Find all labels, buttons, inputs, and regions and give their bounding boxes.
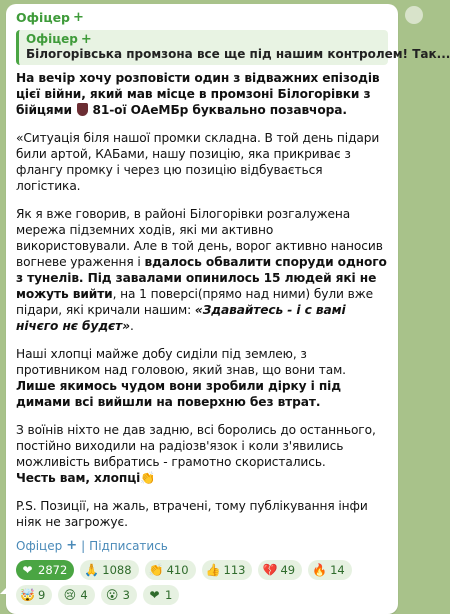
sender-header[interactable] [16,10,388,26]
reaction-surprised[interactable] [101,585,137,605]
reaction-count: 14 [330,563,345,577]
intro-paragraph [16,70,388,118]
reaction-fire[interactable] [308,560,352,580]
heart-icon: ❤ [149,588,160,602]
paragraph-1: «Ситуація біля нашої промки складна. В той день підари били артой, КАБами, нашу позицію, яка прикриває з флангу промку і через цю позицію відбувається логістика. [16,131,380,193]
reaction-count: 2872 [38,563,68,577]
reaction-heart[interactable] [16,560,74,580]
reaction-count: 9 [38,588,46,602]
intro-text-1: На вечір хочу розповісти один з відважних епізодів цієї війни, який мав місце в промзоні Білогорівки з бійцями [16,71,380,117]
p4-text-a: З воїнів ніхто не дав задню, всі боролись до останнього, постійно виходили на радіозв'язок і коли з'явились можливість вибратись - грамотно скористались. [16,423,376,469]
reaction-count: 1088 [102,563,132,577]
sender-name[interactable]: Офіцер [16,10,71,25]
footer-plus-icon: + [66,538,78,553]
p4-text-b: Честь вам, хлопці [16,471,141,485]
scroll-button[interactable] [405,6,423,24]
reaction-cry[interactable] [58,585,94,605]
paragraph-2 [16,206,388,334]
praying-hands-icon: 🙏 [84,563,100,577]
surprised-face-icon: 😮 [105,588,119,602]
paragraph-3 [16,346,388,410]
intro-text-2: 81-ої ОАеМБр буквально позавчора. [92,103,347,117]
reaction-thumbs-up[interactable] [202,560,253,580]
reaction-pray[interactable] [80,560,138,580]
reaction-clap[interactable] [145,560,196,580]
p2-text-b: вдалось обвалити споруди одного з тунелів. Під завалами опинилось 15 людей які не можуть вийти [16,255,387,301]
clapping-hands-icon: 👏 [140,471,156,485]
reply-preview[interactable] [16,30,450,65]
brigade-crest-icon [77,103,88,116]
reaction-count: 113 [223,563,246,577]
footer-separator: | [81,539,86,553]
p2-text-e: . [129,319,134,333]
reaction-heart-2[interactable] [143,585,179,605]
reaction-count: 3 [122,588,130,602]
paragraph-4 [16,422,388,486]
reaction-count: 49 [280,563,296,577]
reaction-broken-heart[interactable] [258,560,302,580]
reply-author: Офіцер [26,32,78,46]
reply-author-row [26,32,382,47]
message-text [16,70,388,530]
p3-text-a: Наші хлопці майже добу сиділи під землею, з противником над головою, який знав, що вони там. [16,347,346,377]
heart-icon: ❤ [22,563,33,577]
reaction-count: 410 [166,563,189,577]
reaction-mind-blown[interactable] [16,585,52,605]
p2-text-c: , на 1 поверсі(прямо над ними) були вже підари, які кричали нашим: [16,287,374,317]
paragraph-5: P.S. Позиції, на жаль, втрачені, тому публікування інфи ніяк не загрожує. [16,499,368,529]
bubble-tail [0,582,12,594]
mind-blown-icon: 🤯 [20,588,35,602]
p2-text-a: Як я вже говорив, в районі Білогорівки розгалужена мережа підземних ходів, які ми активно використовували. Але в той день, ворог активно наносив вогневе ураження і [16,207,383,269]
subscribe-link[interactable]: Підписатись [89,539,168,553]
crying-face-icon: 😢 [63,588,77,602]
reply-plus-badge-icon: + [80,32,92,47]
broken-heart-icon: 💔 [262,563,278,577]
clapping-hands-icon: 👏 [148,563,164,577]
p3-text-b: Лише якимось чудом вони зробили дірку і під димами всі вийшли на поверхню без втрат. [16,379,341,409]
message-bubble [6,4,450,614]
reactions-bar [16,560,388,605]
reaction-count: 1 [164,588,173,602]
reaction-count: 4 [80,588,88,602]
p2-quote: «Здавайтесь - і с вамі нічєго нє будєт» [16,303,346,333]
reply-text: Білогорівська промзона все ще під нашим контролем! Так... [26,47,450,61]
footer-author-link[interactable]: Офіцер [16,539,63,553]
message-footer [16,538,388,554]
plus-badge-icon: + [73,10,84,25]
thumbs-up-icon: 👍 [205,563,221,577]
fire-icon: 🔥 [312,563,328,577]
